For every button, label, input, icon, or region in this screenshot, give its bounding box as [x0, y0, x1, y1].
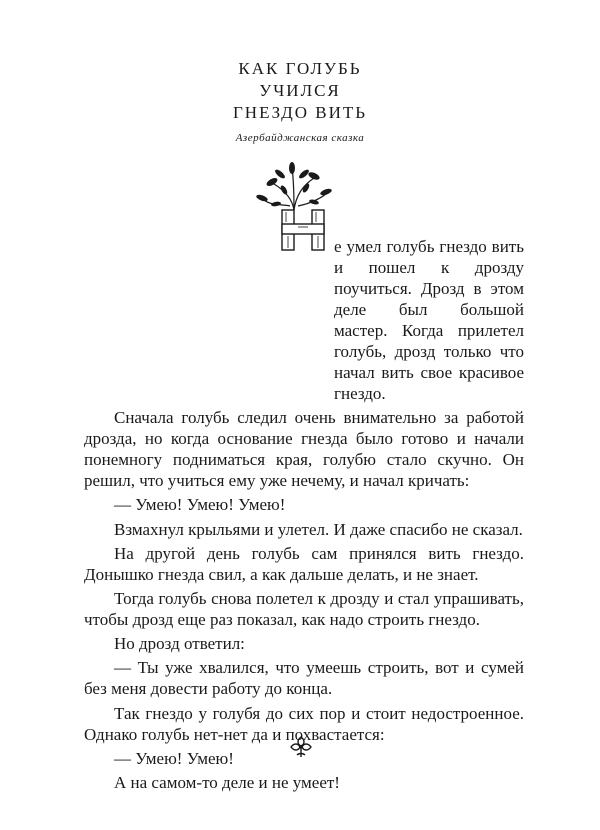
title-line-3: ГНЕЗДО ВИТЬ [232, 103, 368, 122]
paragraph-9: Так гнездо у голубя до сих пор и стоит недостроенное. Однако голубь нет-нет да и похвастается: [84, 703, 524, 744]
paragraph-4: Взмахнул крыльями и улетел. И даже спасибо не сказал. [114, 519, 523, 539]
paragraph-10: — Умею! Умею! [114, 748, 234, 768]
title-line-1: КАК ГОЛУБЬ [238, 59, 362, 78]
paragraph-7: Но дрозд ответил: [114, 634, 245, 654]
paragraph-5: На другой день голубь сам принялся вить гнездо. Донышко гнезда свил, а как дальше делать, и не знает. [84, 543, 524, 584]
paragraph-2: Сначала голубь следил очень внимательно за работой дрозда, но когда основание гнезда было готово и начали понемногу подниматься края, голубю стало скучно. Он решил, что учиться ему уже нечему, и начал кричать: [84, 408, 524, 491]
paragraph-8: — Ты уже хвалился, что умеешь строить, вот и сумей без меня довести работу до конца. [84, 658, 524, 699]
paragraph-11: А на самом-то деле и не умеет! [114, 772, 340, 792]
paragraph-1: е умел голубь гнездо вить и пошел к дрозду поучиться. Дрозд в этом деле был большой мастер. Когда прилетел голубь, дрозд только что начал вить свое красивое гнездо. [334, 237, 524, 403]
paragraph-3: — Умею! Умею! Умею! [114, 495, 286, 515]
fleuron-ornament-icon [288, 734, 314, 760]
story-subtitle: Азербайджанская сказка [235, 132, 365, 144]
story-text [84, 236, 524, 796]
title-line-2: УЧИЛСЯ [259, 81, 341, 100]
story-title [0, 58, 600, 124]
paragraph-6: Тогда голубь снова полетел к дрозду и стал упрашивать, чтобы дрозд еще раз показал, как надо строить гнездо. [84, 588, 524, 629]
